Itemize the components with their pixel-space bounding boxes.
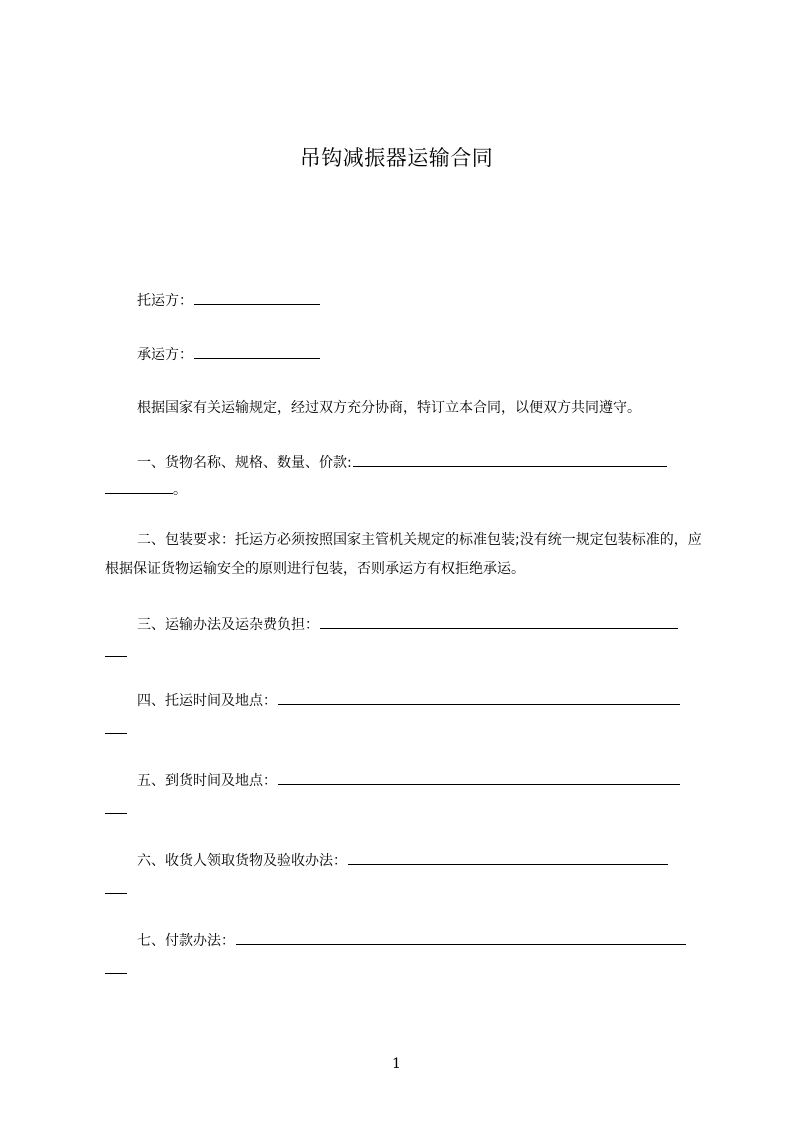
- consignor-label: 托运方：: [137, 293, 193, 309]
- clause6-continuation: [105, 879, 127, 900]
- clause1-label: 一、货物名称、规格、数量、价款:: [137, 455, 352, 471]
- clause7-blank-cont[interactable]: [105, 959, 127, 974]
- clause1-blank[interactable]: [353, 452, 667, 467]
- clause4-blank-cont[interactable]: [105, 719, 127, 734]
- clause3-line: [137, 614, 678, 635]
- clause5-label: 五、到货时间及地点：: [137, 773, 277, 789]
- clause5-line: [137, 770, 680, 791]
- clause4-line: [137, 690, 680, 711]
- clause1-end: 。: [173, 482, 187, 498]
- clause6-blank-cont[interactable]: [105, 879, 127, 894]
- clause3-blank[interactable]: [320, 614, 678, 629]
- clause1-line: [137, 452, 667, 473]
- consignor-line: [137, 290, 320, 311]
- clause5-continuation: [105, 799, 127, 820]
- clause6-line: [137, 850, 668, 871]
- clause7-label: 七、付款办法：: [137, 933, 235, 949]
- clause5-blank[interactable]: [278, 770, 680, 785]
- clause1-blank-cont[interactable]: [105, 479, 173, 494]
- clause7-blank[interactable]: [236, 930, 686, 945]
- consignor-blank[interactable]: [194, 290, 320, 305]
- clause4-label: 四、托运时间及地点：: [137, 693, 277, 709]
- clause3-blank-cont[interactable]: [105, 642, 127, 657]
- clause3-continuation: [105, 642, 127, 663]
- intro-text: 根据国家有关运输规定，经过双方充分协商，特订立本合同，以便双方共同遵守。: [137, 400, 641, 416]
- clause1-continuation: [105, 479, 187, 500]
- clause6-label: 六、收货人领取货物及验收办法：: [137, 853, 347, 869]
- carrier-line: [137, 344, 320, 365]
- clause2-text: 二、包装要求：托运方必须按照国家主管机关规定的标准包装;没有统一规定包装标准的，应根据保证货物运输安全的原则进行包装，否则承运方有权拒绝承运。: [105, 532, 702, 577]
- clause7-line: [137, 930, 686, 951]
- carrier-blank[interactable]: [194, 344, 320, 359]
- clause3-label: 三、运输办法及运杂费负担：: [137, 617, 319, 633]
- document-title: 吊钩减振器运输合同: [299, 146, 494, 170]
- clause5-blank-cont[interactable]: [105, 799, 127, 814]
- clause7-continuation: [105, 959, 127, 980]
- carrier-label: 承运方：: [137, 347, 193, 363]
- page-number: 1: [392, 1056, 401, 1072]
- clause4-continuation: [105, 719, 127, 740]
- clause6-blank[interactable]: [348, 850, 668, 865]
- clause4-blank[interactable]: [278, 690, 680, 705]
